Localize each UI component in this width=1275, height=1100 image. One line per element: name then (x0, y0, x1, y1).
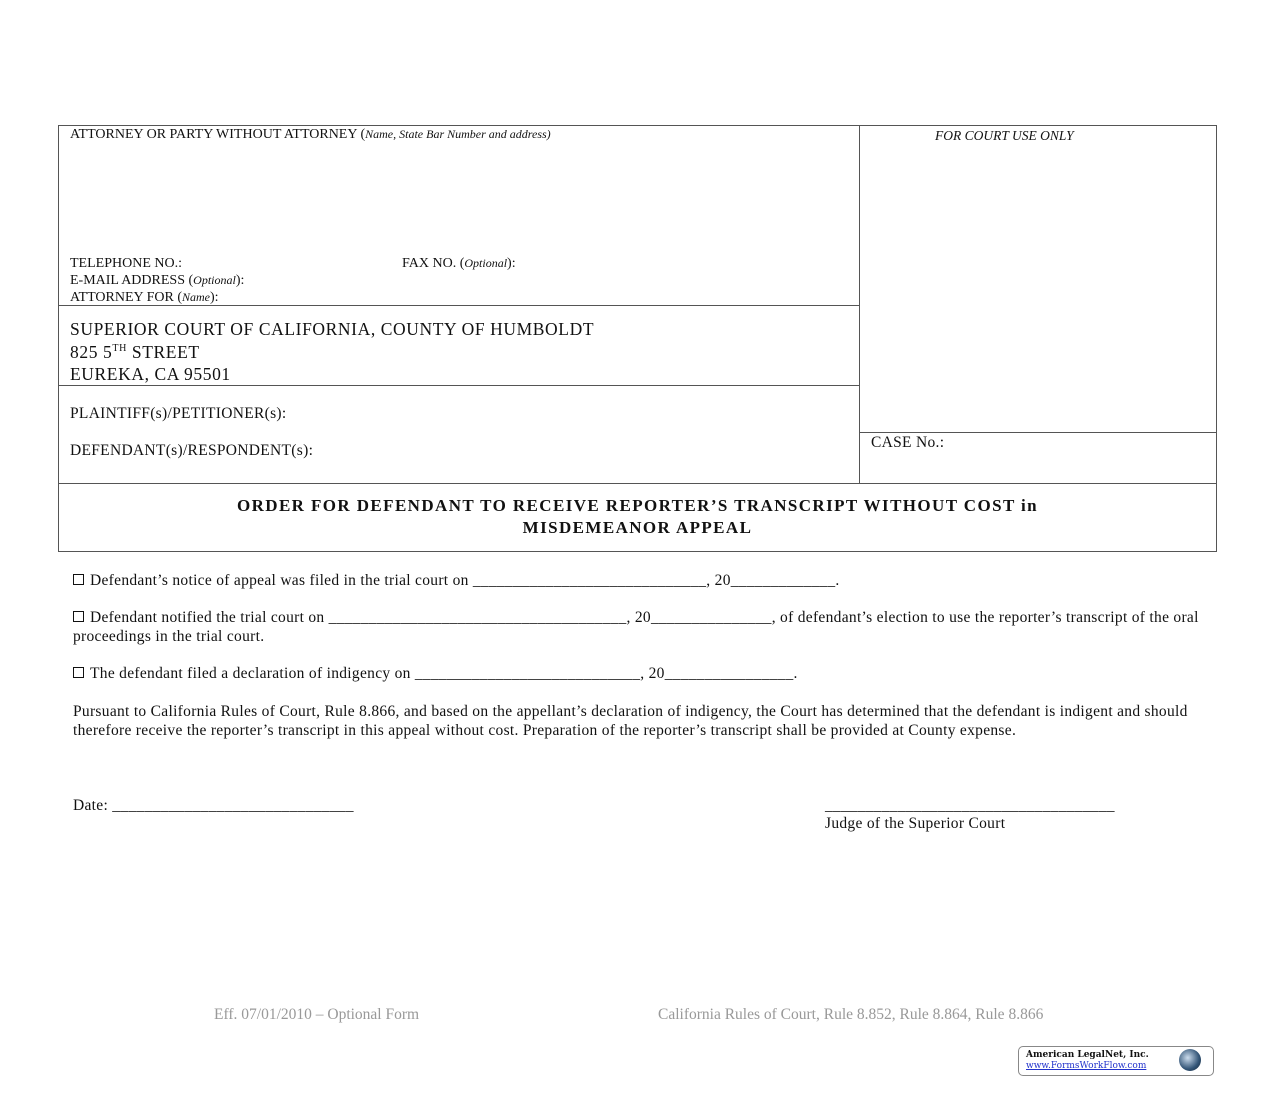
case-number-field[interactable]: CASE No.: (871, 434, 945, 451)
court-city: EUREKA, CA 95501 (70, 364, 231, 384)
border (1216, 125, 1217, 551)
court-use-label: FOR COURT USE ONLY (935, 128, 1074, 143)
globe-icon (1179, 1049, 1201, 1071)
item-declaration-indigency: The defendant filed a declaration of indigency on ____________________________, 20________________. (73, 665, 1203, 684)
footer-effective: Eff. 07/01/2010 – Optional Form (214, 1006, 420, 1023)
order-paragraph: Pursuant to California Rules of Court, Rule 8.866, and based on the appellant’s declaration of indigency, the Court has determined that the defendant is indigent and should therefore receive the reporter’s transcript in this appeal without cost. Preparation of the reporter’s transcript shall be provided at County expense. (73, 703, 1188, 739)
divider (58, 483, 1217, 484)
divider (859, 125, 860, 483)
checkbox[interactable] (73, 611, 84, 622)
fax-field[interactable]: FAX NO. (Optional): (402, 256, 516, 271)
border (58, 125, 1217, 126)
attorney-for-field[interactable]: ATTORNEY FOR (Name): (70, 290, 219, 305)
divider (58, 385, 859, 386)
checkbox[interactable] (73, 574, 84, 585)
border (58, 551, 1217, 552)
footer-rules: California Rules of Court, Rule 8.852, Rule 8.864, Rule 8.866 (658, 1006, 1044, 1023)
item-notified-trial-court: Defendant notified the trial court on _____________________________________, 20_______________, of defendant’s election to use the reporter’s transcript of the oral proceedings in the trial court. (73, 609, 1199, 645)
judge-label: Judge of the Superior Court (825, 815, 1006, 832)
checkbox[interactable] (73, 667, 84, 678)
divider (859, 432, 1217, 433)
signature-line[interactable]: ____________________________________ (825, 797, 1115, 814)
form-title: ORDER FOR DEFENDANT TO RECEIVE REPORTER’S TRANSCRIPT WITHOUT COST in MISDEMEANOR APPEAL (236, 496, 1039, 537)
court-street: 825 5TH STREET (70, 342, 200, 362)
plaintiff-field[interactable]: PLAINTIFF(s)/PETITIONER(s): (70, 405, 287, 422)
court-name: SUPERIOR COURT OF CALIFORNIA, COUNTY OF HUMBOLDT (70, 319, 595, 339)
american-legalnet-logo[interactable] (1018, 1046, 1214, 1076)
border (58, 125, 59, 551)
attorney-label: ATTORNEY OR PARTY WITHOUT ATTORNEY (Name, State Bar Number and address) (70, 127, 551, 142)
email-field[interactable]: E-MAIL ADDRESS (Optional): (70, 273, 245, 288)
telephone-field[interactable]: TELEPHONE NO.: (70, 256, 182, 271)
date-field[interactable]: Date: ______________________________ (73, 797, 354, 814)
logo-name: American LegalNet, Inc. (1026, 1050, 1149, 1060)
item-notice-of-appeal: Defendant’s notice of appeal was filed in the trial court on _____________________________, 20_____________. (73, 572, 1203, 591)
defendant-field[interactable]: DEFENDANT(s)/RESPONDENT(s): (70, 442, 314, 459)
logo-url[interactable]: www.FormsWorkFlow.com (1026, 1061, 1147, 1071)
